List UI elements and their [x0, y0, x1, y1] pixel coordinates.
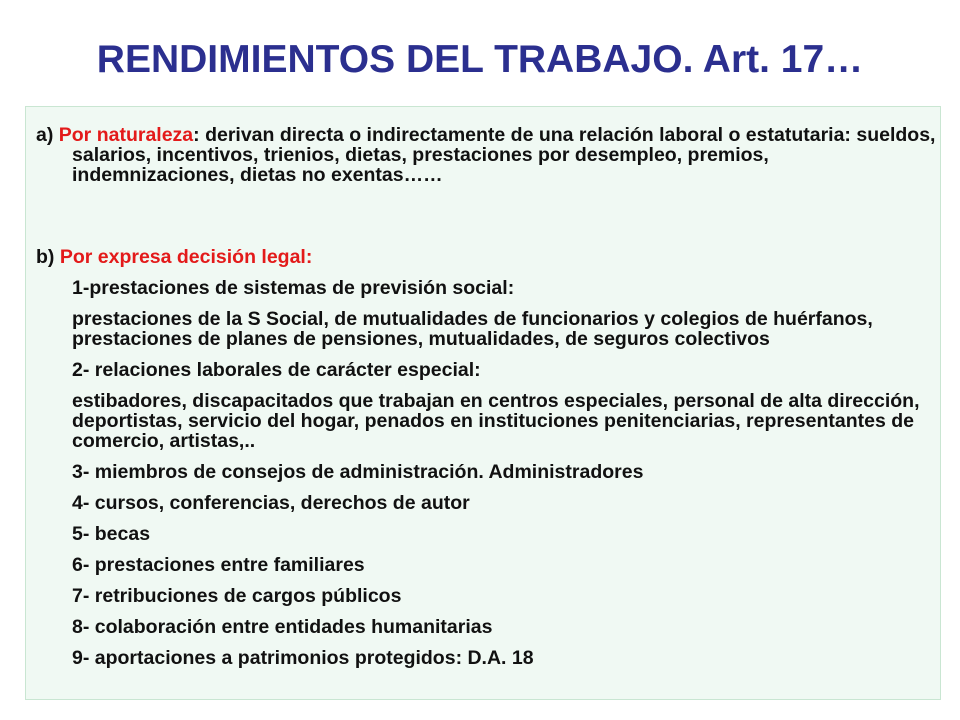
list-item: 8- colaboración entre entidades humanitarias	[72, 616, 493, 638]
list-item: 9- aportaciones a patrimonios protegidos: D.A. 18	[72, 647, 534, 669]
list-item: 6- prestaciones entre familiares	[72, 554, 365, 576]
list-item: 7- retribuciones de cargos públicos	[72, 585, 402, 607]
slide-title: RENDIMIENTOS DEL TRABAJO. Art. 17…	[96, 38, 864, 81]
gap	[36, 513, 936, 524]
list-item: estibadores, discapacitados que trabajan en centros especiales, personal de alta dirección, deportistas, servicio del hogar, penados en instituciones penitenciarias, representantes de comercio, artistas,..	[72, 390, 920, 452]
section-a	[36, 125, 936, 185]
list-item: 5- becas	[72, 523, 151, 545]
section-b-letter: b)	[36, 246, 60, 268]
list-item: prestaciones de la S Social, de mutualidades de funcionarios y colegios de huérfanos, prestaciones de planes de pensiones, mutualidades, de seguros colectivos	[72, 308, 873, 350]
section-spacer	[36, 185, 936, 247]
section-b-heading: Por expresa decisión legal:	[59, 246, 313, 268]
list-item: 3- miembros de consejos de administración. Administradores	[72, 461, 644, 483]
section-b	[36, 247, 936, 267]
section-a-letter: a)	[36, 124, 59, 146]
list-item: 2- relaciones laborales de carácter especial:	[72, 359, 481, 381]
list-item: 4- cursos, conferencias, derechos de autor	[72, 492, 470, 514]
content-text	[36, 125, 936, 668]
list-item: 1-prestaciones de sistemas de previsión social:	[72, 277, 515, 299]
section-a-text: : derivan directa o indirectamente de una relación laboral o estatutaria: sueldos, salarios, incentivos, trienios, dietas, prestaciones por desempleo, premios, indemnizaciones, dietas no exentas……	[72, 124, 936, 186]
section-a-heading: Por naturaleza	[58, 124, 194, 146]
